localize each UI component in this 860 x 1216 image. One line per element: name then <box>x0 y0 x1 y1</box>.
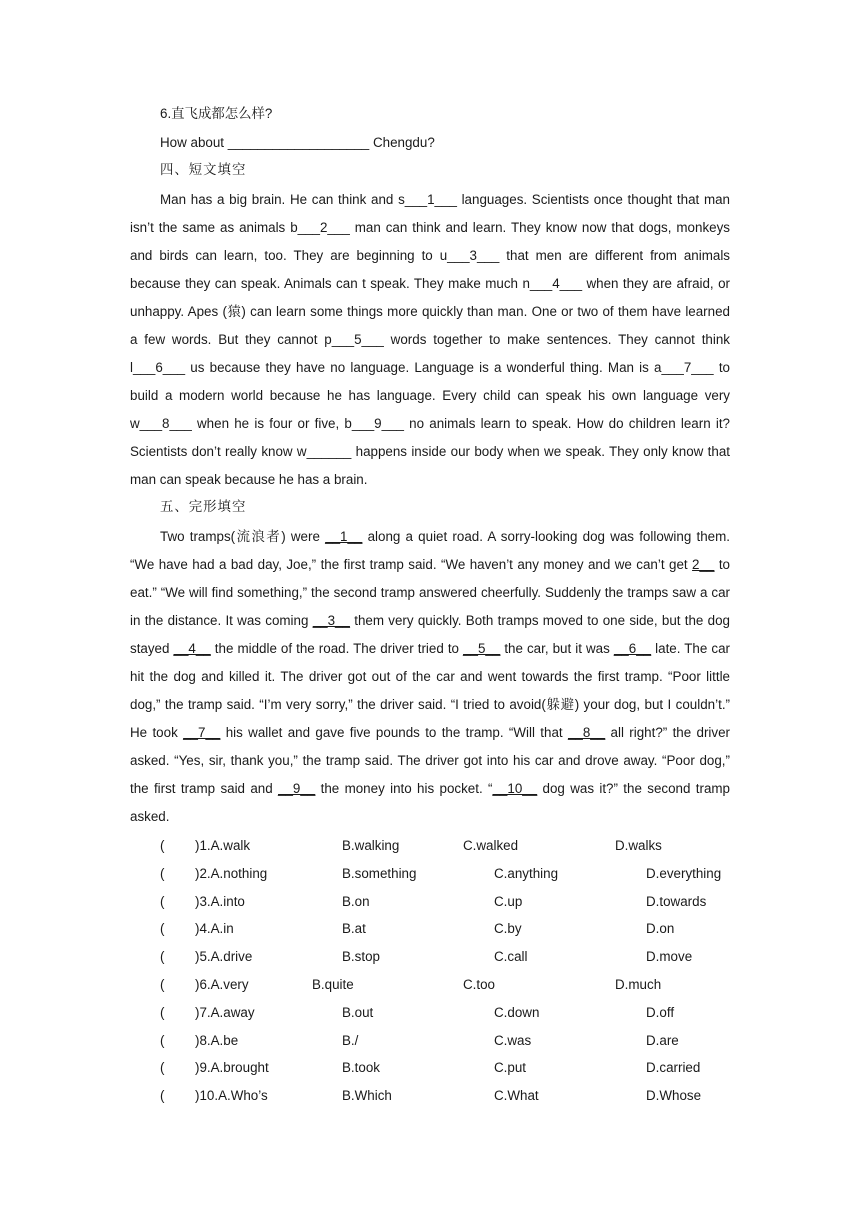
section-5-passage-text: late. The car hit the dog and killed it. The driver got out of the car and went towards the first tramp. “Poor little dog,” the tramp said. “I’m very sorry,” the driver said. “I tried to avoid(躲避) your dog, but I couldn’t.” He took <box>130 641 730 740</box>
answer-paren: ( <box>160 893 165 909</box>
option-row <box>160 1086 740 1106</box>
option-c: C.by <box>494 921 522 937</box>
option-b: B.walking <box>342 838 400 853</box>
option-c: C.too <box>463 977 496 992</box>
section-5-passage-blank: __8__ <box>567 725 606 740</box>
option-b: B.stop <box>342 949 380 965</box>
option-row <box>160 836 740 856</box>
section-5-passage-blank: __1__ <box>325 529 363 544</box>
option-d: D.are <box>646 1032 679 1048</box>
option-d: D.on <box>646 921 675 937</box>
section-5-heading: 五、完形填空 <box>160 500 247 515</box>
section-5-passage-text: dog was it?” the second tramp asked. <box>130 781 731 824</box>
option-row <box>160 975 740 995</box>
section-5-passage-blank: 2__ <box>692 557 715 572</box>
section-5-passage-blank: __3__ <box>312 613 350 628</box>
option-d: D.towards <box>646 893 707 909</box>
section-4-heading: 四、短文填空 <box>160 163 247 178</box>
option-row <box>160 892 740 912</box>
option-a: )10.A.Who’s <box>195 1088 268 1104</box>
question-6-suffix: Chengdu? <box>369 135 435 150</box>
answer-paren: ( <box>160 865 165 881</box>
option-a: )8.A.be <box>195 1032 239 1048</box>
option-b: B.took <box>342 1060 380 1076</box>
option-a: )7.A.away <box>195 1004 255 1020</box>
option-d: D.move <box>646 949 693 965</box>
option-b: B.quite <box>312 977 354 992</box>
answer-paren: ( <box>160 1088 165 1104</box>
option-a: )3.A.into <box>195 893 245 909</box>
option-d: D.off <box>646 1004 675 1020</box>
option-b: B.on <box>342 893 370 909</box>
option-a: )1.A.walk <box>195 838 251 853</box>
option-d: D.carried <box>646 1060 701 1076</box>
option-d: D.much <box>615 977 662 992</box>
option-b: B.at <box>342 921 366 937</box>
section-5-passage-text: the car, but it was <box>500 641 614 656</box>
option-b: B.something <box>342 865 417 881</box>
option-c: C.anything <box>494 865 559 881</box>
section-4-passage <box>130 186 730 494</box>
answer-paren: ( <box>160 921 165 937</box>
option-row <box>160 864 740 884</box>
section-5-passage <box>130 523 730 831</box>
section-5-passage-text: along a quiet road. A sorry-looking dog was following them. “We have had a bad day, Joe,” the first tramp said. “We haven’t any money and we can’t get <box>130 529 730 572</box>
option-row <box>160 1058 740 1078</box>
section-5-passage-blank: __7__ <box>183 725 221 740</box>
answer-paren: ( <box>160 1032 165 1048</box>
section-5-passage-text: them very quickly. Both tramps moved to one side, but the dog stayed <box>130 613 730 656</box>
section-5-passage-text: all right?” the driver asked. “Yes, sir, thank you,” the tramp said. The driver got into his car and drove away. “Poor dog,” the first tramp said and <box>130 725 731 796</box>
section-5-passage-text: his wallet and gave five pounds to the tramp. “Will that <box>220 725 568 740</box>
section-5-passage-blank: __5__ <box>463 641 501 656</box>
option-c: C.call <box>494 949 528 965</box>
option-d: D.Whose <box>646 1088 702 1104</box>
option-a: )9.A.brought <box>195 1060 269 1076</box>
section-5-passage-text: Two tramps(流浪者) were <box>160 529 326 544</box>
section-5-passage-text: the middle of the road. The driver tried to <box>210 641 464 656</box>
option-row <box>160 1003 740 1023</box>
section-5-passage-blank: __9__ <box>278 781 316 796</box>
answer-paren: ( <box>160 1060 165 1076</box>
section-5-passage-text: to eat.” “We will find something,” the second tramp answered cheerfully. Suddenly the tramps saw a car in the distance. It was coming <box>130 557 730 628</box>
option-c: C.put <box>494 1060 527 1076</box>
option-d: D.walks <box>615 838 662 853</box>
option-row <box>160 1031 740 1051</box>
option-row <box>160 919 740 939</box>
answer-paren: ( <box>160 949 165 965</box>
section-5-passage-blank: __10__ <box>492 781 538 796</box>
answer-paren: ( <box>160 1004 165 1020</box>
option-c: C.was <box>494 1032 532 1048</box>
option-c: C.What <box>494 1088 539 1104</box>
option-d: D.everything <box>646 865 722 881</box>
section-5-passage-blank: __6__ <box>613 641 652 656</box>
question-6-chinese: 6.直飞成都怎么样? <box>160 106 273 121</box>
option-a: )5.A.drive <box>195 949 253 965</box>
option-c: C.walked <box>463 838 519 853</box>
section-4-passage-text: Man has a big brain. He can think and s___1___ languages. Scientists once thought that man isn’t the same as animals b___2___ man can think and learn. They know now that dogs, monkeys and birds can learn, too. They are beginning to u___3___ that men are different from animals because they can speak. Animals can t speak. They make much n___4___ when they are afraid, or unhappy. Apes (猿) can learn some things more quickly than man. One or two of them have learned a few words. But they cannot p___5___ words together to make sentences. They cannot think l___6___ us because they have no language. Language is a wonderful thing. Man is a___7___ to build a modern world because he has language. Every child can speak his own language very w___8___ when he is four or five, b___9___ no animals learn to speak. How do children learn it? Scientists don’t really know w______ happens inside our body when we speak. They only know that man can speak because he has a brain. <box>130 192 730 487</box>
option-a: )6.A.very <box>195 977 249 992</box>
option-b: B.out <box>342 1004 374 1020</box>
option-a: )4.A.in <box>195 921 234 937</box>
answer-paren: ( <box>160 838 165 853</box>
answer-paren: ( <box>160 977 165 992</box>
question-6-blank: ___________________ <box>227 135 370 150</box>
option-c: C.down <box>494 1004 540 1020</box>
option-c: C.up <box>494 893 523 909</box>
section-5-passage-blank: __4__ <box>173 641 211 656</box>
option-b: B./ <box>342 1032 359 1048</box>
option-b: B.Which <box>342 1088 392 1104</box>
question-6-prefix: How about <box>160 135 228 150</box>
question-6-english <box>160 133 435 153</box>
option-a: )2.A.nothing <box>195 865 268 881</box>
section-5-passage-text: the money into his pocket. “ <box>315 781 493 796</box>
option-row <box>160 947 740 967</box>
